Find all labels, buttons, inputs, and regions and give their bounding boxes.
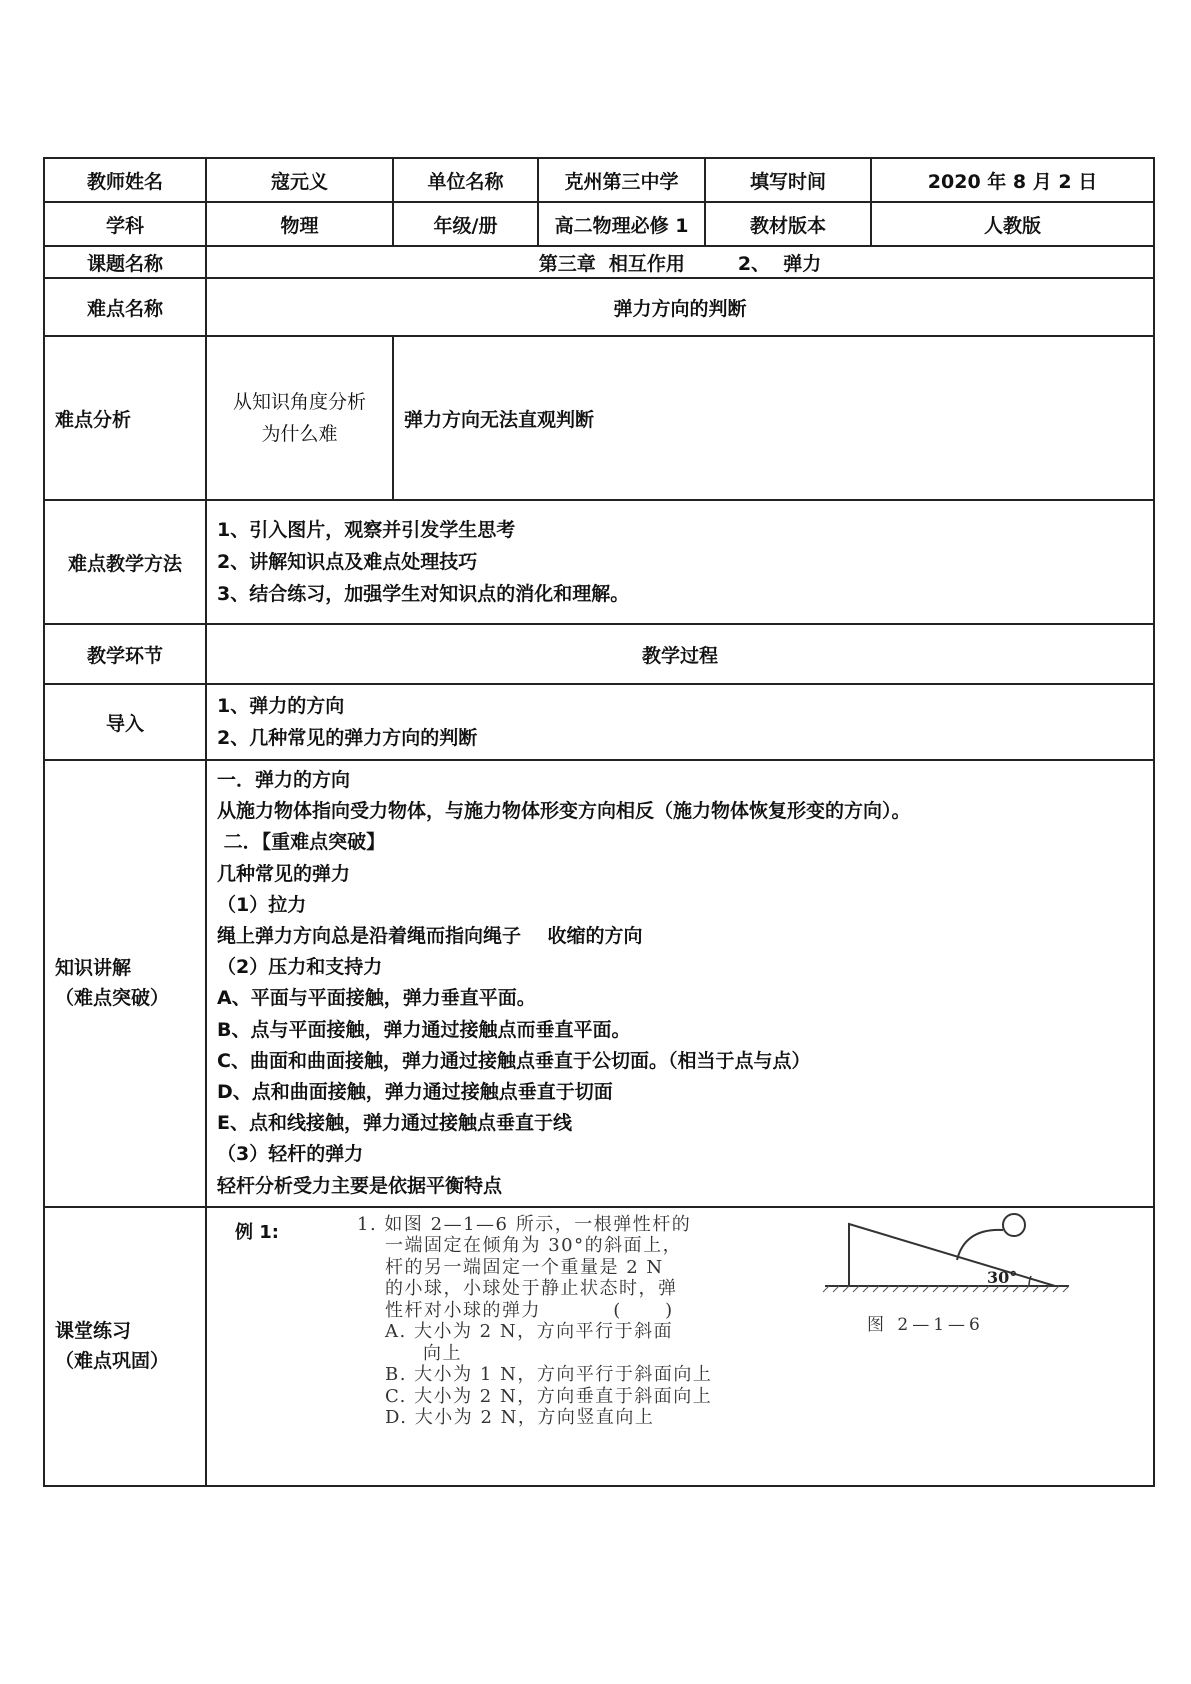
option-a: A. 大小为 2 N，方向平行于斜面: [385, 1321, 674, 1343]
option-c: C. 大小为 2 N，方向垂直于斜面向上: [385, 1385, 713, 1407]
method-item: 3、结合练习，加强学生对知识点的消化和理解。: [217, 583, 630, 605]
option-a-cont: 向上: [423, 1342, 462, 1364]
lesson-plan-table: [43, 157, 1155, 1487]
practice-label-line1: 课堂练习: [55, 1320, 132, 1343]
analysis-sublabel: [206, 336, 393, 500]
method-item: 1、引入图片，观察并引发学生思考: [217, 519, 516, 541]
lesson-plan-sheet: [43, 157, 1153, 1487]
knowledge-line: D、点和曲面接触，弹力通过接触点垂直于切面: [217, 1081, 613, 1104]
unit-value: 克州第三中学: [538, 158, 705, 202]
analysis-sublabel-line2: 为什么难: [261, 423, 338, 445]
option-d: D. 大小为 2 N，方向竖直向上: [385, 1407, 655, 1429]
example-block: [207, 1208, 1153, 1483]
difficulty-row: [44, 278, 1154, 336]
unit-label: 单位名称: [393, 158, 538, 202]
knowledge-label: [44, 760, 206, 1207]
question-line: 一端固定在倾角为 30°的斜面上，: [385, 1235, 683, 1257]
knowledge-label-line2: （难点突破）: [55, 987, 170, 1010]
knowledge-line: B、点与平面接触，弹力通过接触点而垂直平面。: [217, 1018, 631, 1041]
practice-label: [44, 1207, 206, 1486]
practice-content: [206, 1207, 1154, 1486]
knowledge-line: （2）压力和支持力: [217, 956, 383, 979]
process-step-label: 教学环节: [44, 624, 206, 684]
edition-value: 人教版: [871, 202, 1154, 246]
example-label: 例 1:: [235, 1221, 279, 1243]
intro-row: [44, 684, 1154, 760]
question-line: 杆的另一端固定一个重量是 2 N: [385, 1256, 664, 1278]
process-label: 教学过程: [206, 624, 1154, 684]
practice-label-line2: （难点巩固）: [55, 1350, 170, 1373]
topic-value: 第三章 相互作用 2、 弹力: [206, 246, 1154, 278]
figure-caption: 图 2—1—6: [867, 1314, 984, 1335]
incline-triangle: [849, 1224, 1055, 1286]
knowledge-line: 二．【重难点突破】: [217, 831, 386, 854]
date-label: 填写时间: [705, 158, 871, 202]
practice-row: [44, 1207, 1154, 1486]
knowledge-line: C、曲面和曲面接触，弹力通过接触点垂直于公切面。（相当于点与点）: [217, 1049, 811, 1072]
subject-label: 学科: [44, 202, 206, 246]
knowledge-line: （1）拉力: [217, 893, 307, 916]
method-label: 难点教学方法: [44, 500, 206, 624]
date-value: 2020 年 8 月 2 日: [871, 158, 1154, 202]
intro-label: 导入: [44, 684, 206, 760]
header-row-1: [44, 158, 1154, 202]
knowledge-line: 绳上弹力方向总是沿着绳而指向绳子 收缩的方向: [217, 925, 643, 948]
knowledge-line: 从施力物体指向受力物体，与施力物体形变方向相反（施力物体恢复形变的方向）。: [217, 800, 911, 823]
topic-label: 课题名称: [44, 246, 206, 278]
knowledge-line: 一．弹力的方向: [217, 769, 351, 791]
method-row: [44, 500, 1154, 624]
method-item: 2、讲解知识点及难点处理技巧: [217, 551, 478, 573]
knowledge-label-line1: 知识讲解: [55, 957, 132, 980]
ball: [1003, 1214, 1025, 1236]
difficulty-label: 难点名称: [44, 278, 206, 336]
knowledge-line: E、点和线接触，弹力通过接触点垂直于线: [217, 1112, 572, 1135]
subject-value: 物理: [206, 202, 393, 246]
edition-label: 教材版本: [705, 202, 871, 246]
grade-value: 高二物理必修 1: [538, 202, 705, 246]
knowledge-line: （3）轻杆的弹力: [217, 1143, 364, 1166]
knowledge-row: [44, 760, 1154, 1207]
process-header-row: [44, 624, 1154, 684]
intro-list: [206, 684, 1154, 760]
teacher-value: 寇元义: [206, 158, 393, 202]
difficulty-value: 弹力方向的判断: [206, 278, 1154, 336]
analysis-row: [44, 336, 1154, 500]
elastic-rod: [957, 1230, 1003, 1260]
analysis-value: 弹力方向无法直观判断: [393, 336, 1154, 500]
knowledge-content: [206, 760, 1154, 1207]
intro-item: 2、几种常见的弹力方向的判断: [217, 727, 478, 749]
example-question: [357, 1214, 833, 1429]
analysis-label: 难点分析: [44, 336, 206, 500]
analysis-sublabel-line1: 从知识角度分析: [232, 391, 366, 413]
knowledge-line: A、平面与平面接触，弹力垂直平面。: [217, 987, 536, 1010]
header-row-2: [44, 202, 1154, 246]
grade-label: 年级/册: [393, 202, 538, 246]
topic-row: [44, 246, 1154, 278]
question-line: 1. 如图 2—1—6 所示，一根弹性杆的: [357, 1213, 692, 1235]
question-line: 的小球，小球处于静止状态时，弹: [385, 1278, 678, 1300]
teacher-label: 教师姓名: [44, 158, 206, 202]
intro-item: 1、弹力的方向: [217, 695, 345, 717]
knowledge-line: 几种常见的弹力: [217, 862, 351, 885]
knowledge-line: 轻杆分析受力主要是依据平衡特点: [217, 1174, 503, 1197]
question-line: 性杆对小球的弹力 ( ): [385, 1299, 674, 1321]
method-list: [206, 500, 1154, 624]
option-b: B. 大小为 1 N，方向平行于斜面向上: [385, 1364, 713, 1386]
angle-label: 30°: [987, 1267, 1018, 1287]
